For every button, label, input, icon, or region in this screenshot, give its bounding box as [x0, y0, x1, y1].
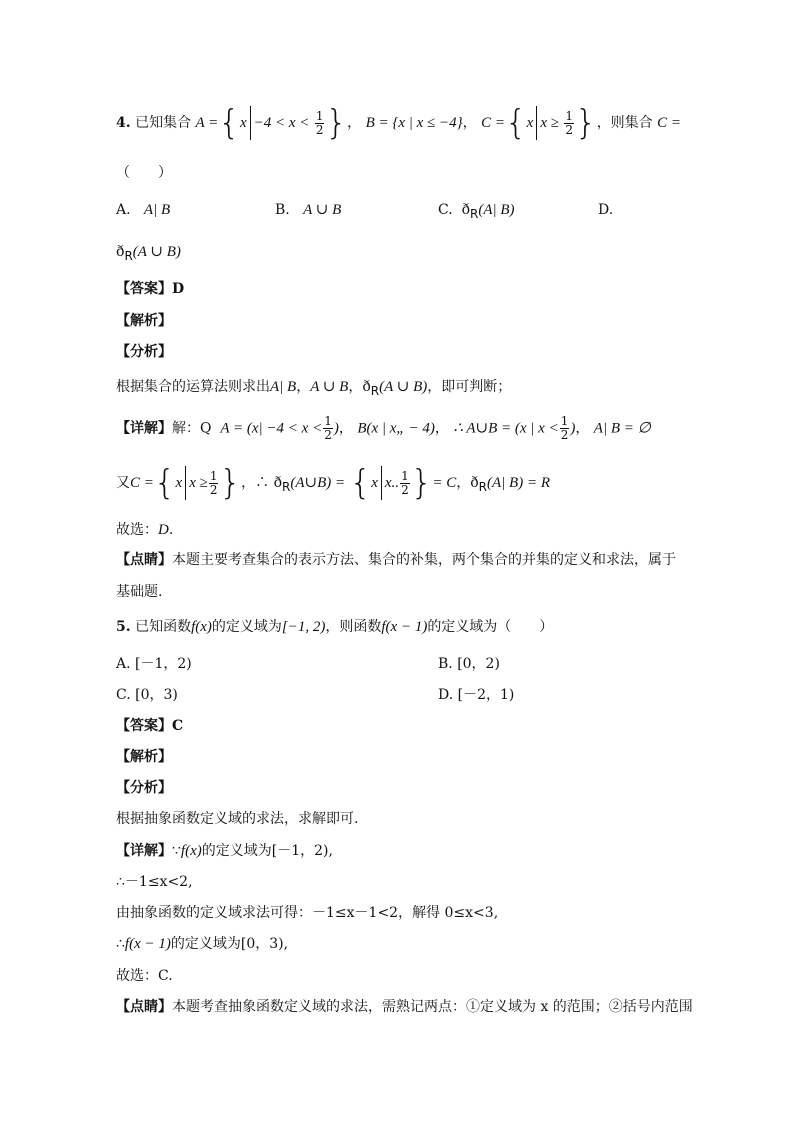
q4-stem: 4. 已知集合 A ={x −4 < x < $\frac{1}{2}$ }， B = {x | x ≤ −4}， C ={x x ≥ $\frac{1}{2}$ }，则集合 C = — [116, 103, 682, 143]
q4-number: 4. — [116, 115, 131, 131]
q5-jiexi-heading: 【解析】 — [116, 749, 172, 765]
q5-option-c: C. [0，3) — [116, 687, 178, 703]
q4-answer: 【答案】D — [116, 281, 185, 297]
q5-xiangjie-line1: 【详解】∵f(x)的定义域为[－1，2), — [116, 843, 333, 859]
q4-xiangjie-line1: 【详解】解：Q A = (x| −4 < x < $\frac{1}{2}$ )， B(x | x„ − 4)， ∴ A∪B = (x | x < $\frac{1}{2}$ )， A| B = ∅ — [116, 414, 651, 442]
fraction-half: $\frac{1}{2}$ — [315, 108, 324, 137]
q5-option-d: D. [－2，1) — [438, 687, 515, 703]
q4-paren: （ ） — [116, 165, 172, 181]
q4-dianjing-cont: 基础题. — [116, 584, 163, 600]
q4-option-b: B. A ∪ B — [275, 202, 342, 218]
q5-option-a: A. [－1，2) — [116, 656, 192, 672]
q5-stem: 5. 已知函数f(x)的定义域为[−1, 2)，则函数f(x − 1)的定义域为（ ） — [116, 619, 554, 635]
q5-xiangjie-line2: ∴－1≤x<2, — [116, 874, 193, 890]
q5-answer: 【答案】C — [116, 718, 184, 734]
q5-fenxi-heading: 【分析】 — [116, 780, 172, 796]
q5-dianjing: 【点睛】本题考查抽象函数定义域的求法，需熟记两点：①定义域为 x 的范围；②括号内范围 — [116, 999, 693, 1015]
q5-number: 5. — [116, 619, 131, 635]
q4-dianjing: 【点睛】本题主要考查集合的表示方法、集合的补集，两个集合的并集的定义和求法，属于 — [116, 552, 676, 568]
q4-guxuan: 故选：D. — [116, 522, 174, 538]
q4-jiexi-heading: 【解析】 — [116, 313, 172, 329]
q4-option-a: A. A| B — [116, 202, 171, 218]
q4-fenxi-heading: 【分析】 — [116, 344, 172, 360]
q5-guxuan: 故选：C. — [116, 968, 173, 984]
q4-option-d-label: D. — [598, 202, 614, 218]
q5-xiangjie-line4: ∴f(x − 1)的定义域为[0，3), — [116, 936, 289, 952]
q5-fenxi-text: 根据抽象函数定义域的求法，求解即可. — [116, 811, 359, 827]
q4-option-c: C. $ð_R(A|$ B) — [438, 202, 515, 221]
q5-xiangjie-line3: 由抽象函数的定义域求法可得：－1≤x－1<2，解得 0≤x<3, — [116, 905, 499, 921]
q4-option-d: $ð_R(A$ ∪ B) — [116, 244, 181, 263]
q4-xiangjie-line2: 又C ={x x ≥ $\frac{1}{2}$ }，∴ $ð_R(A\cup B) = \{x$ x.. $\frac{1}{2}$ }= C，$ð_R(A|$ B) = R — [116, 463, 550, 503]
q5-option-b: B. [0，2) — [438, 656, 500, 672]
q4-fenxi-text: 根据集合的运算法则求出A| B，A ∪ B，$ð_R(A$ ∪ B)，即可判断； — [116, 379, 512, 398]
